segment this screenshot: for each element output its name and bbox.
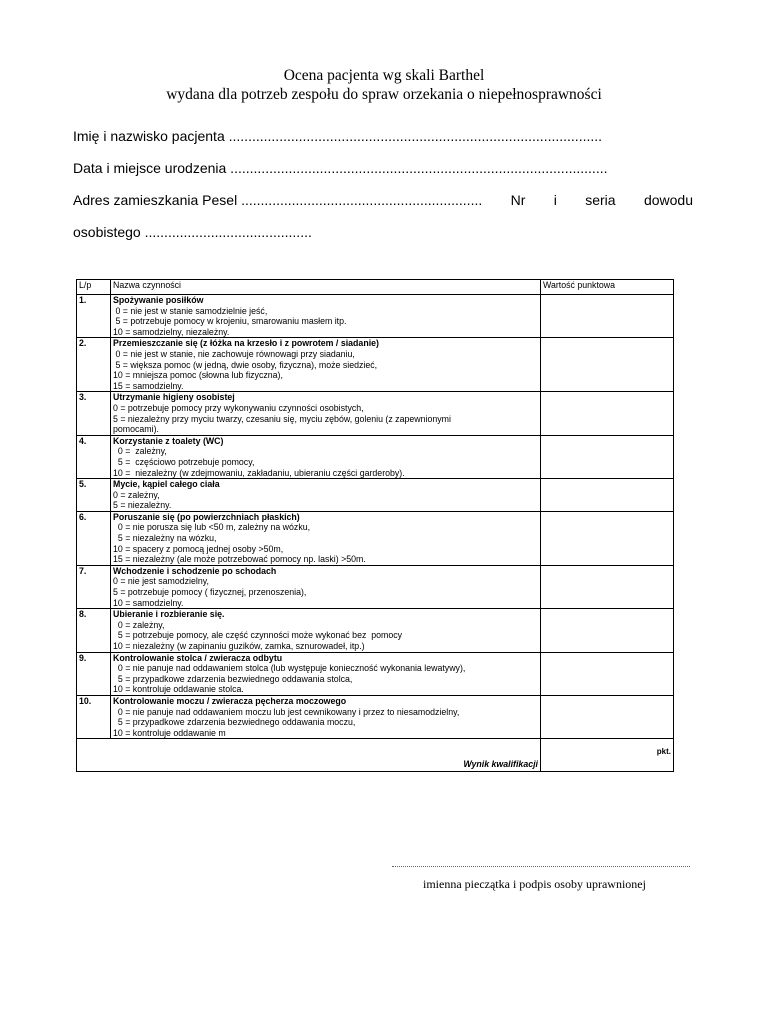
scoring-option: 0 = nie panuje nad oddawaniem stolca (lub występuje konieczność wykonania lewatywy),: [113, 663, 466, 674]
scoring-option: 5 = częściowo potrzebuje pomocy,: [113, 456, 255, 467]
row-activity: [111, 609, 541, 652]
row-number: 7.: [77, 565, 111, 608]
activity-title: Korzystanie z toalety (WC): [113, 435, 224, 446]
row-point-value-cell[interactable]: [541, 392, 674, 435]
scoring-option: 0 = nie jest samodzielny,: [113, 576, 209, 587]
row-number: 2.: [77, 338, 111, 392]
scoring-option: 5 = większa pomoc (w jedną, dwie osoby, fizyczna), może siedzieć,: [113, 359, 378, 370]
header-activity-name: Nazwa czynności: [111, 280, 541, 295]
scoring-option: 10 = spacery z pomocą jednej osoby >50m,: [113, 543, 284, 554]
row-activity: [111, 479, 541, 512]
address-pesel-label: Adres zamieszkania Pesel ..............................................................: [73, 192, 483, 208]
table-row: [77, 295, 674, 338]
row-activity: [111, 652, 541, 695]
result-points-cell[interactable]: pkt.: [541, 739, 674, 772]
patient-name-field: Imię i nazwisko pacjenta ................................................................................................: [73, 128, 603, 144]
form-title: Ocena pacjenta wg skali Barthel: [283, 67, 485, 84]
activity-title: Poruszanie się (po powierzchniach płaskich): [113, 511, 300, 522]
scoring-option: 10 = samodzielny, niezależny.: [113, 326, 230, 337]
scoring-option: 0 = nie jest w stanie, nie zachowuje równowagi przy siadaniu,: [113, 348, 355, 359]
id-document-field: osobistego ...........................................: [73, 224, 312, 240]
row-point-value-cell[interactable]: [541, 479, 674, 512]
table-row: [77, 511, 674, 565]
id-i-label: i: [553, 192, 557, 208]
row-point-value-cell[interactable]: [541, 511, 674, 565]
table-row: [77, 338, 674, 392]
barthel-table: [76, 279, 674, 772]
scoring-option: 15 = samodzielny.: [113, 380, 184, 391]
scoring-option: 5 = niezależny na wózku,: [113, 533, 217, 544]
scoring-option: 5 = potrzebuje pomocy ( fizycznej, przenoszenia),: [113, 587, 307, 598]
table-row: [77, 435, 674, 478]
scoring-option: 0 = zależny,: [113, 489, 160, 500]
row-number: 1.: [77, 295, 111, 338]
scoring-option: 10 = kontroluje oddawanie stolca.: [113, 684, 244, 695]
activity-title: Przemieszczanie się (z łóżka na krzesło i z powrotem / siadanie): [113, 338, 379, 349]
row-point-value-cell[interactable]: [541, 695, 674, 738]
table-row: [77, 609, 674, 652]
scoring-option: 0 = nie panuje nad oddawaniem moczu lub jest cewnikowany i przez to niesamodzielny,: [113, 706, 460, 717]
row-activity: [111, 392, 541, 435]
scoring-option: pomocami).: [113, 424, 159, 435]
activity-title: Mycie, kąpiel całego ciała: [113, 479, 220, 490]
birth-date-place-field: Data i miejsce urodzenia .................................................................................................: [73, 160, 608, 176]
row-point-value-cell[interactable]: [541, 338, 674, 392]
scoring-option: 5 = przypadkowe zdarzenia bezwiednego oddawania moczu,: [113, 717, 356, 728]
activity-title: Ubieranie i rozbieranie się.: [113, 609, 225, 620]
scoring-option: 5 = niezależny.: [113, 500, 172, 511]
row-activity: [111, 511, 541, 565]
result-row: [77, 739, 674, 772]
scoring-option: 5 = niezależny przy myciu twarzy, czesaniu się, myciu zębów, goleniu (z zapewnionymi: [113, 413, 451, 424]
scoring-option: 5 = potrzebuje pomocy w krojeniu, smarowaniu masłem itp.: [113, 316, 347, 327]
table-row: [77, 565, 674, 608]
row-activity: [111, 435, 541, 478]
scoring-option: 0 = nie porusza się lub <50 m, zależny na wózku,: [113, 522, 311, 533]
scoring-option: 0 = nie jest w stanie samodzielnie jeść,: [113, 305, 268, 316]
activity-title: Kontrolowanie moczu / zwieracza pęcherza moczowego: [113, 695, 347, 706]
id-nr-label: Nr: [510, 192, 526, 208]
result-label: Wynik kwalifikacji: [77, 739, 541, 772]
header-lp: L/p: [77, 280, 111, 295]
header-point-value: Wartość punktowa: [541, 280, 674, 295]
row-number: 10.: [77, 695, 111, 738]
row-point-value-cell[interactable]: [541, 565, 674, 608]
scoring-option: 15 = niezależny (ale może potrzebować pomocy np. laski) >50m.: [113, 554, 366, 565]
row-number: 6.: [77, 511, 111, 565]
scoring-option: 0 = zależny,: [113, 446, 167, 457]
scoring-option: 10 = samodzielny.: [113, 597, 184, 608]
id-seria-label: seria: [585, 192, 616, 208]
activity-title: Spożywanie posiłków: [113, 295, 204, 305]
scoring-option: 10 = mniejsza pomoc (słowna lub fizyczna),: [113, 370, 283, 381]
row-point-value-cell[interactable]: [541, 652, 674, 695]
table-row: [77, 479, 674, 512]
row-point-value-cell[interactable]: [541, 295, 674, 338]
row-activity: [111, 338, 541, 392]
activity-title: Utrzymanie higieny osobistej: [113, 392, 235, 403]
signature-line: [392, 866, 690, 867]
address-pesel-field: [73, 192, 693, 208]
row-number: 3.: [77, 392, 111, 435]
table-row: [77, 652, 674, 695]
scoring-option: 5 = przypadkowe zdarzenia bezwiednego oddawania stolca,: [113, 673, 353, 684]
table-row: [77, 695, 674, 738]
row-number: 9.: [77, 652, 111, 695]
scoring-option: 5 = potrzebuje pomocy, ale część czynności może wykonać bez pomocy: [113, 630, 403, 641]
row-number: 8.: [77, 609, 111, 652]
row-activity: [111, 565, 541, 608]
scoring-option: 0 = zależny,: [113, 619, 165, 630]
row-activity: [111, 695, 541, 738]
table-header-row: [77, 280, 674, 295]
table-row: [77, 392, 674, 435]
activity-title: Wchodzenie i schodzenie po schodach: [113, 565, 277, 576]
id-dowodu-label: dowodu: [643, 192, 693, 208]
activity-title: Kontrolowanie stolca / zwieracza odbytu: [113, 652, 283, 663]
scoring-option: 10 = niezależny (w zapinaniu guzików, zamka, sznurowadeł, itp.): [113, 641, 365, 651]
row-activity: [111, 295, 541, 338]
row-point-value-cell[interactable]: [541, 609, 674, 652]
row-number: 5.: [77, 479, 111, 512]
signature-label: imienna pieczątka i podpis osoby uprawnionej: [423, 877, 646, 891]
form-subtitle: wydana dla potrzeb zespołu do spraw orzekania o niepełnosprawności: [166, 86, 602, 103]
row-point-value-cell[interactable]: [541, 435, 674, 478]
scoring-option: 10 = kontroluje oddawanie m: [113, 727, 226, 738]
scoring-option: 0 = potrzebuje pomocy przy wykonywaniu czynności osobistych,: [113, 402, 364, 413]
row-number: 4.: [77, 435, 111, 478]
scoring-option: 10 = niezależny (w zdejmowaniu, zakładaniu, ubieraniu części garderoby).: [113, 467, 405, 478]
